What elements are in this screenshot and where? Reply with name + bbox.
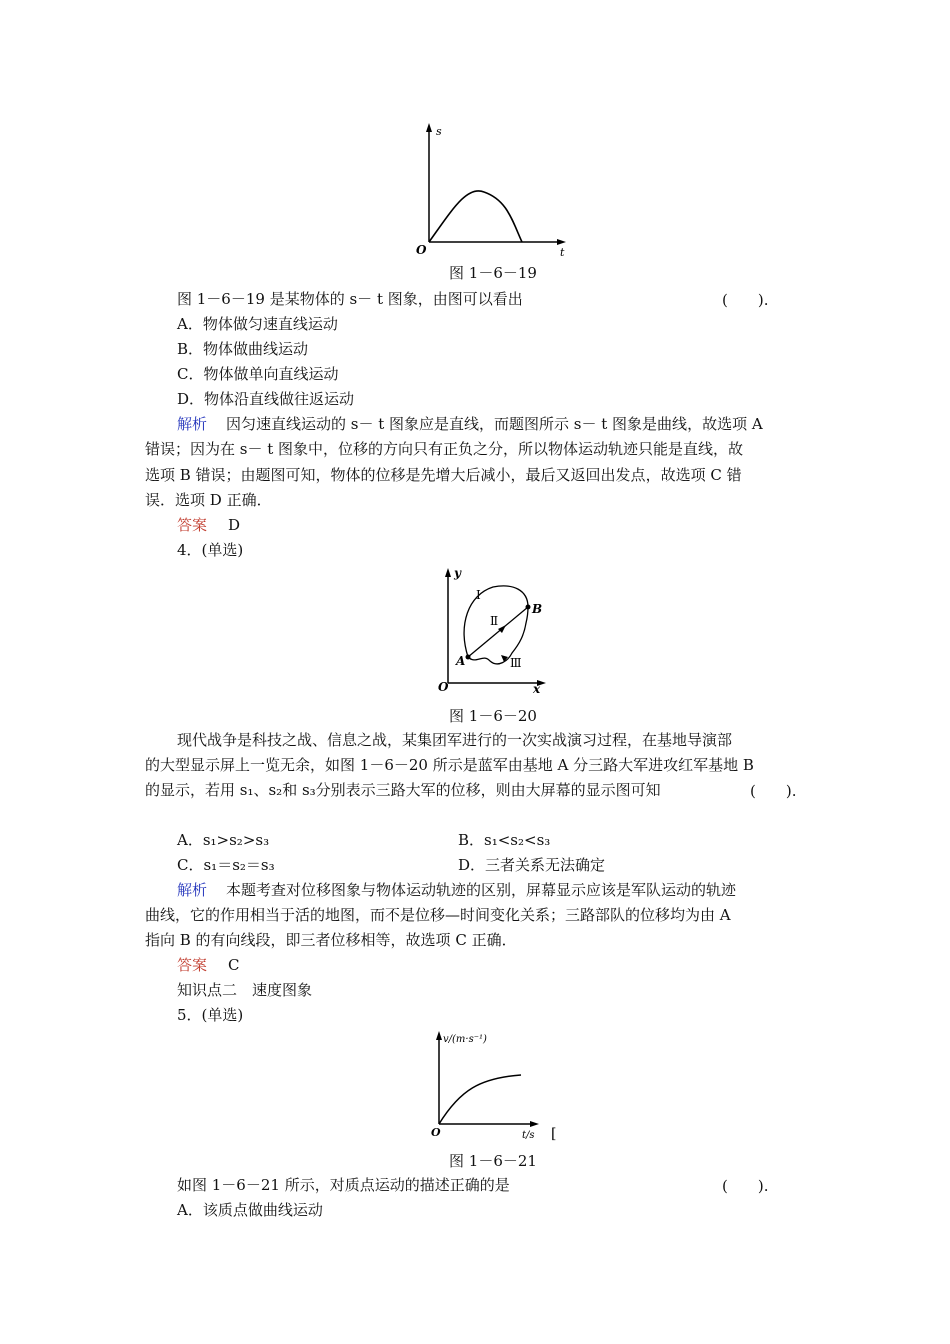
option-b: B．物体做曲线运动 [177, 340, 309, 358]
analysis-line: 曲线，它的作用相当于活的地图，而不是位移—时间变化关系；三路部队的位移均为由 A [145, 906, 731, 924]
origin-label: O [438, 680, 449, 694]
analysis-line: 因匀速直线运动的 s－ t 图象应是直线，而题图所示 s－ t 图象是曲线，故选项 A [226, 415, 763, 433]
s-axis-label: s [436, 125, 442, 138]
point-a-label: A [456, 654, 466, 668]
answer-value: C [228, 956, 240, 974]
option-a: A．物体做匀速直线运动 [177, 315, 338, 333]
analysis-label: 解析 [177, 415, 208, 433]
analysis-line: 错误；因为在 s－ t 图象中，位移的方向只有正负之分，所以物体运动轨迹只能是直线，故 [145, 440, 744, 458]
option-d: D．物体沿直线做往返运动 [177, 390, 355, 408]
v-axis-label: v/(m·s⁻¹) [443, 1034, 487, 1045]
analysis-line: 误．选项 D 正确． [145, 491, 272, 509]
question-stem: 如图 1－6－21 所示，对质点运动的描述正确的是 [177, 1176, 510, 1194]
bracket-mark: [ [551, 1126, 557, 1142]
question-stem-line: 现代战争是科技之战、信息之战，某集团军进行的一次实战演习过程，在基地导演部 [177, 731, 733, 749]
x-axis-label: x [533, 682, 541, 695]
t-axis-label: t/s [522, 1130, 535, 1141]
figure-1-6-20 [428, 565, 558, 695]
analysis-line: 本题考查对位移图象与物体运动轨迹的区别，屏幕显示应该是军队运动的轨迹 [226, 881, 737, 899]
option-a: A．该质点做曲线运动 [177, 1201, 323, 1219]
question-stem: 图 1－6－19 是某物体的 s－ t 图象，由图可以看出 [177, 290, 523, 308]
point-b-label: B [532, 602, 543, 616]
answer-paren: ( ). [750, 782, 797, 800]
answer-label: 答案 [177, 956, 208, 974]
analysis-line: 选项 B 错误；由题图可知，物体的位移是先增大后减小，最后又返回出发点，故选项 C 错 [145, 466, 742, 484]
section-heading: 知识点二 速度图象 [177, 981, 313, 999]
figure-1-6-21 [425, 1028, 565, 1146]
answer-paren: ( ). [722, 291, 769, 309]
figure-caption: 图 1－6－21 [449, 1152, 537, 1170]
path-i-label: Ⅰ [476, 588, 481, 602]
figure-caption: 图 1－6－19 [449, 264, 537, 282]
path-ii-label: Ⅱ [490, 614, 499, 628]
question-stem-line: 的显示，若用 s₁、s₂和 s₃分别表示三路大军的位移，则由大屏幕的显示图可知 [145, 781, 661, 799]
answer-label: 答案 [177, 516, 208, 534]
figure-1-6-19 [412, 120, 572, 260]
question-header: 4．(单选) [177, 541, 244, 559]
question-header: 5．(单选) [177, 1006, 244, 1024]
y-axis-label: y [454, 566, 461, 580]
option-b: B．s₁<s₂<s₃ [458, 831, 551, 849]
question-stem-line: 的大型显示屏上一览无余，如图 1－6－20 所示是蓝军由基地 A 分三路大军进攻红军基地 B [145, 756, 754, 774]
option-a: A．s₁>s₂>s₃ [177, 831, 270, 849]
option-c: C．物体做单向直线运动 [177, 365, 339, 383]
answer-value: D [228, 516, 241, 534]
t-axis-label: t [560, 246, 565, 259]
answer-paren: ( ). [722, 1177, 769, 1195]
origin-label: O [431, 1126, 441, 1139]
origin-label: O [416, 243, 427, 257]
analysis-label: 解析 [177, 881, 208, 899]
option-d: D．三者关系无法确定 [458, 856, 606, 874]
figure-caption: 图 1－6－20 [449, 707, 537, 725]
option-c: C．s₁＝s₂＝s₃ [177, 856, 275, 874]
path-iii-label: Ⅲ [510, 656, 522, 670]
analysis-line: 指向 B 的有向线段，即三者位移相等，故选项 C 正确． [145, 931, 517, 949]
